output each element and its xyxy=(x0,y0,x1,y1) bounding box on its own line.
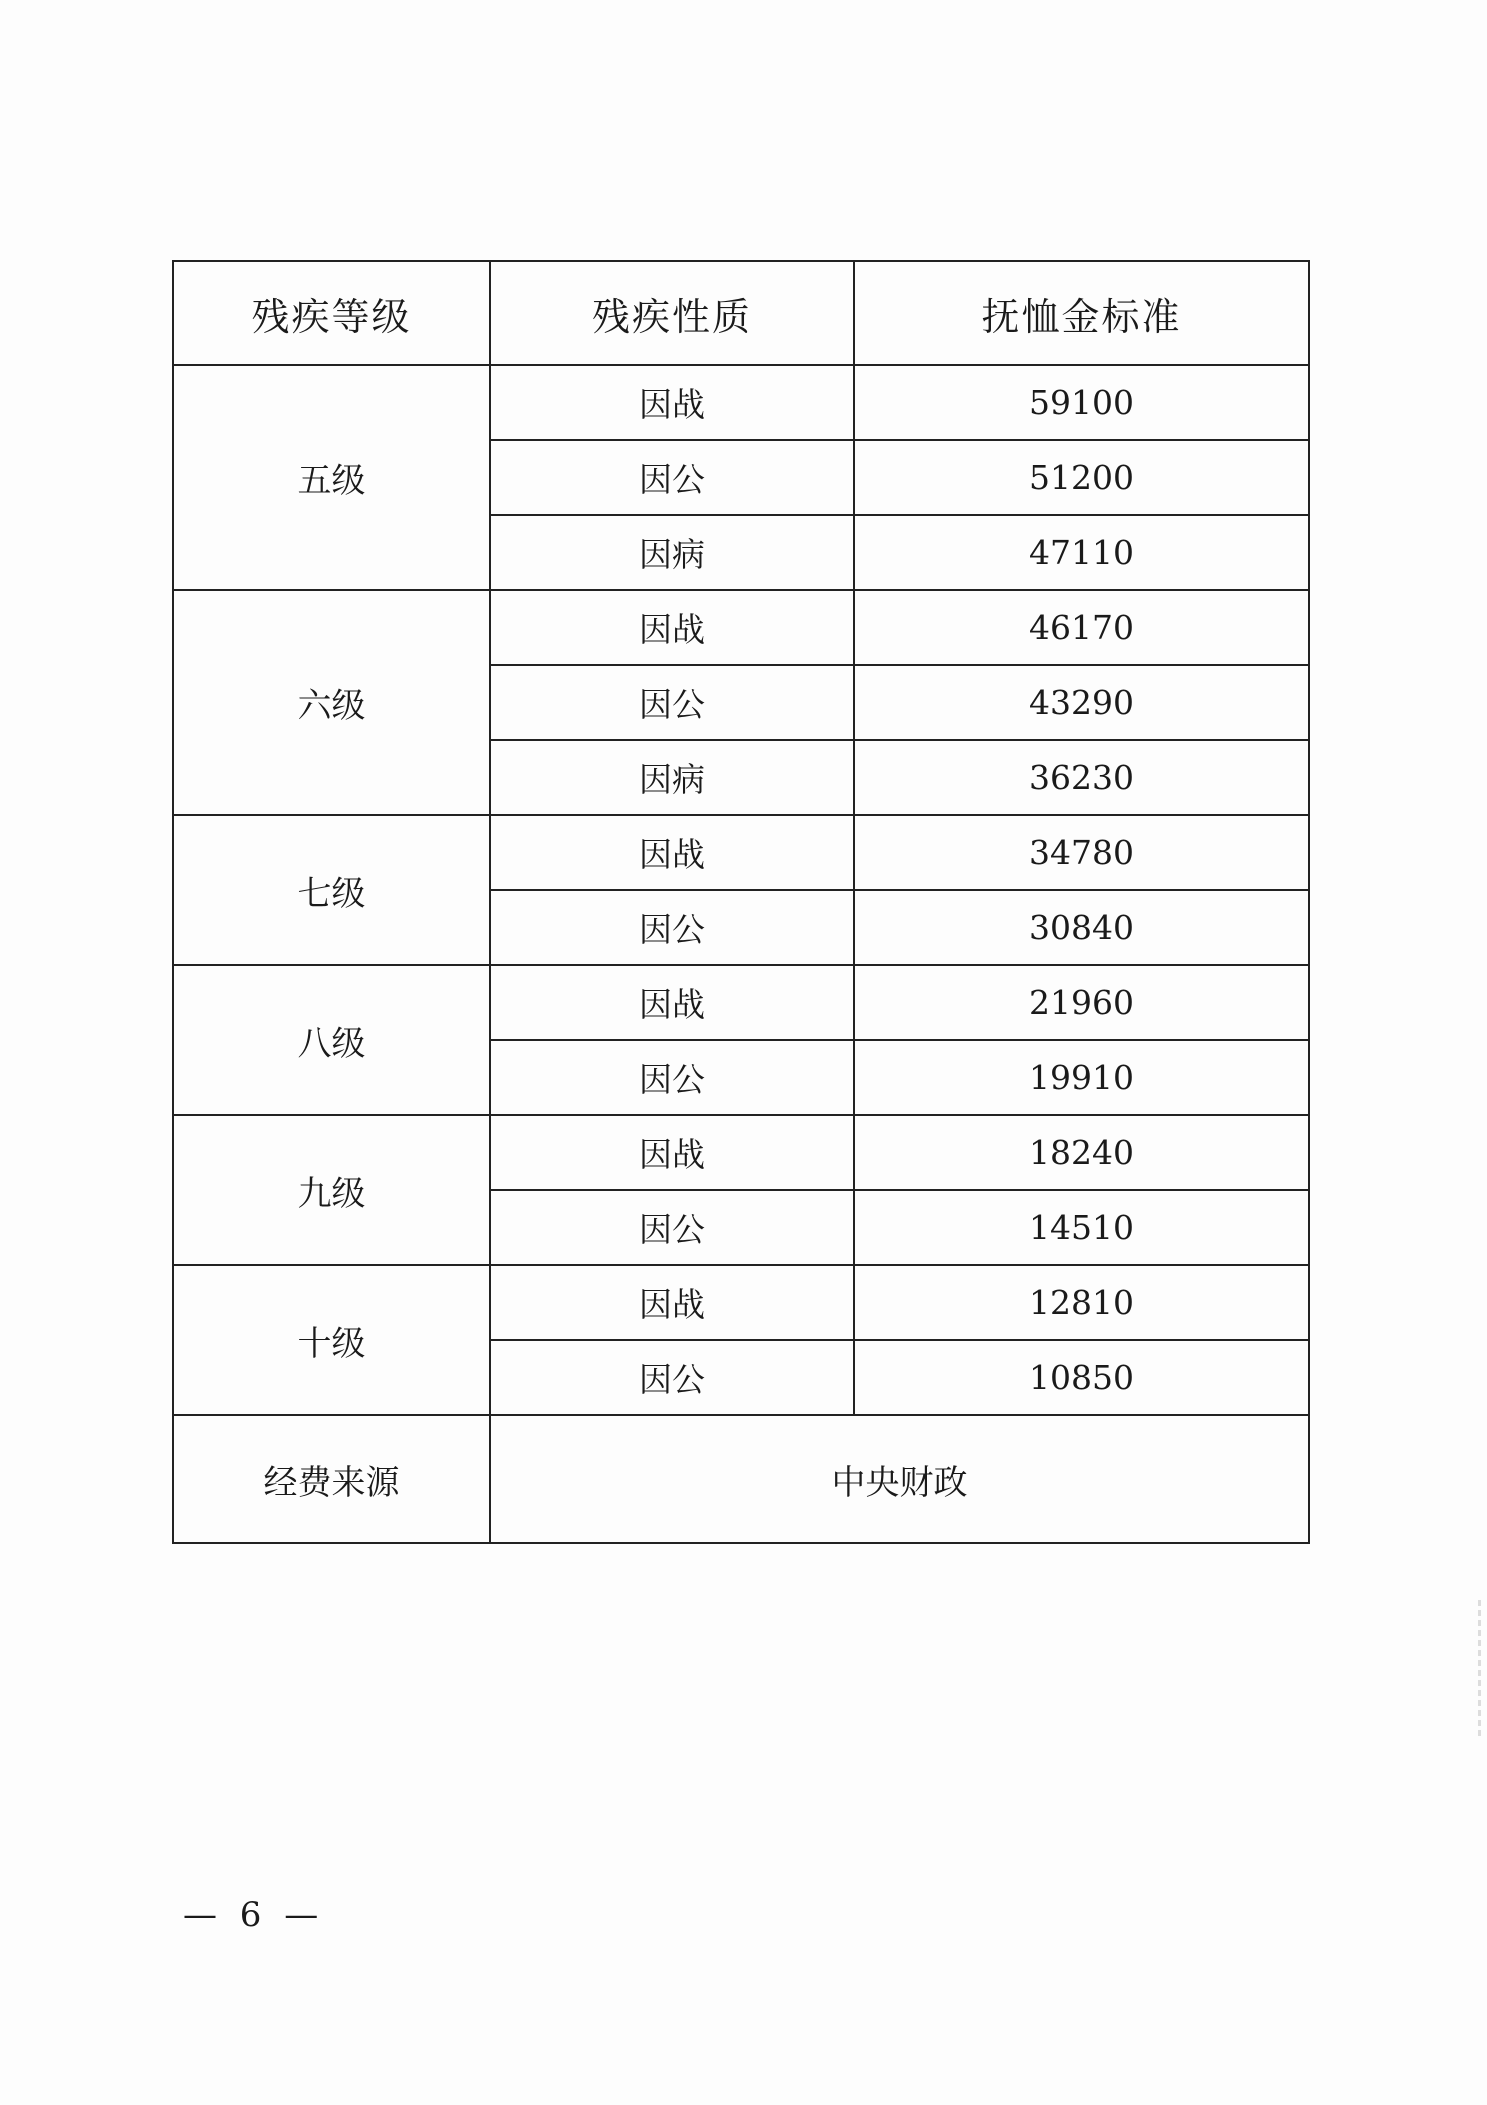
nature-cell: 因公 xyxy=(490,440,854,515)
amount-cell: 12810 xyxy=(854,1265,1309,1340)
nature-cell: 因战 xyxy=(490,965,854,1040)
grade-cell: 九级 xyxy=(173,1115,490,1265)
table-row xyxy=(173,815,1309,890)
nature-cell: 因公 xyxy=(490,1190,854,1265)
grade-cell: 五级 xyxy=(173,365,490,590)
amount-cell: 59100 xyxy=(854,365,1309,440)
table-row xyxy=(173,590,1309,665)
scan-edge-mark xyxy=(1478,1600,1481,1740)
amount-cell: 51200 xyxy=(854,440,1309,515)
amount-cell: 34780 xyxy=(854,815,1309,890)
nature-cell: 因公 xyxy=(490,1040,854,1115)
nature-cell: 因病 xyxy=(490,740,854,815)
grade-cell: 七级 xyxy=(173,815,490,965)
amount-cell: 46170 xyxy=(854,590,1309,665)
table-row xyxy=(173,365,1309,440)
amount-cell: 10850 xyxy=(854,1340,1309,1415)
amount-cell: 36230 xyxy=(854,740,1309,815)
amount-cell: 18240 xyxy=(854,1115,1309,1190)
header-disability-nature: 残疾性质 xyxy=(490,261,854,365)
page-number: — 6 — xyxy=(183,1895,325,1935)
grade-cell: 十级 xyxy=(173,1265,490,1415)
nature-cell: 因战 xyxy=(490,1265,854,1340)
nature-cell: 因战 xyxy=(490,365,854,440)
header-disability-grade: 残疾等级 xyxy=(173,261,490,365)
funding-source-label: 经费来源 xyxy=(173,1415,490,1543)
funding-source-value: 中央财政 xyxy=(490,1415,1309,1543)
nature-cell: 因公 xyxy=(490,890,854,965)
amount-cell: 47110 xyxy=(854,515,1309,590)
amount-cell: 30840 xyxy=(854,890,1309,965)
nature-cell: 因战 xyxy=(490,1115,854,1190)
nature-cell: 因战 xyxy=(490,815,854,890)
grade-cell: 六级 xyxy=(173,590,490,815)
table-body xyxy=(173,365,1309,1543)
amount-cell: 21960 xyxy=(854,965,1309,1040)
amount-cell: 14510 xyxy=(854,1190,1309,1265)
compensation-standard-table xyxy=(172,260,1310,1544)
amount-cell: 43290 xyxy=(854,665,1309,740)
table-row xyxy=(173,1115,1309,1190)
table-header-row xyxy=(173,261,1309,365)
table-row xyxy=(173,1265,1309,1340)
header-compensation-standard: 抚恤金标准 xyxy=(854,261,1309,365)
amount-cell: 19910 xyxy=(854,1040,1309,1115)
nature-cell: 因公 xyxy=(490,665,854,740)
nature-cell: 因病 xyxy=(490,515,854,590)
nature-cell: 因公 xyxy=(490,1340,854,1415)
grade-cell: 八级 xyxy=(173,965,490,1115)
table-row xyxy=(173,965,1309,1040)
nature-cell: 因战 xyxy=(490,590,854,665)
funding-source-row xyxy=(173,1415,1309,1543)
